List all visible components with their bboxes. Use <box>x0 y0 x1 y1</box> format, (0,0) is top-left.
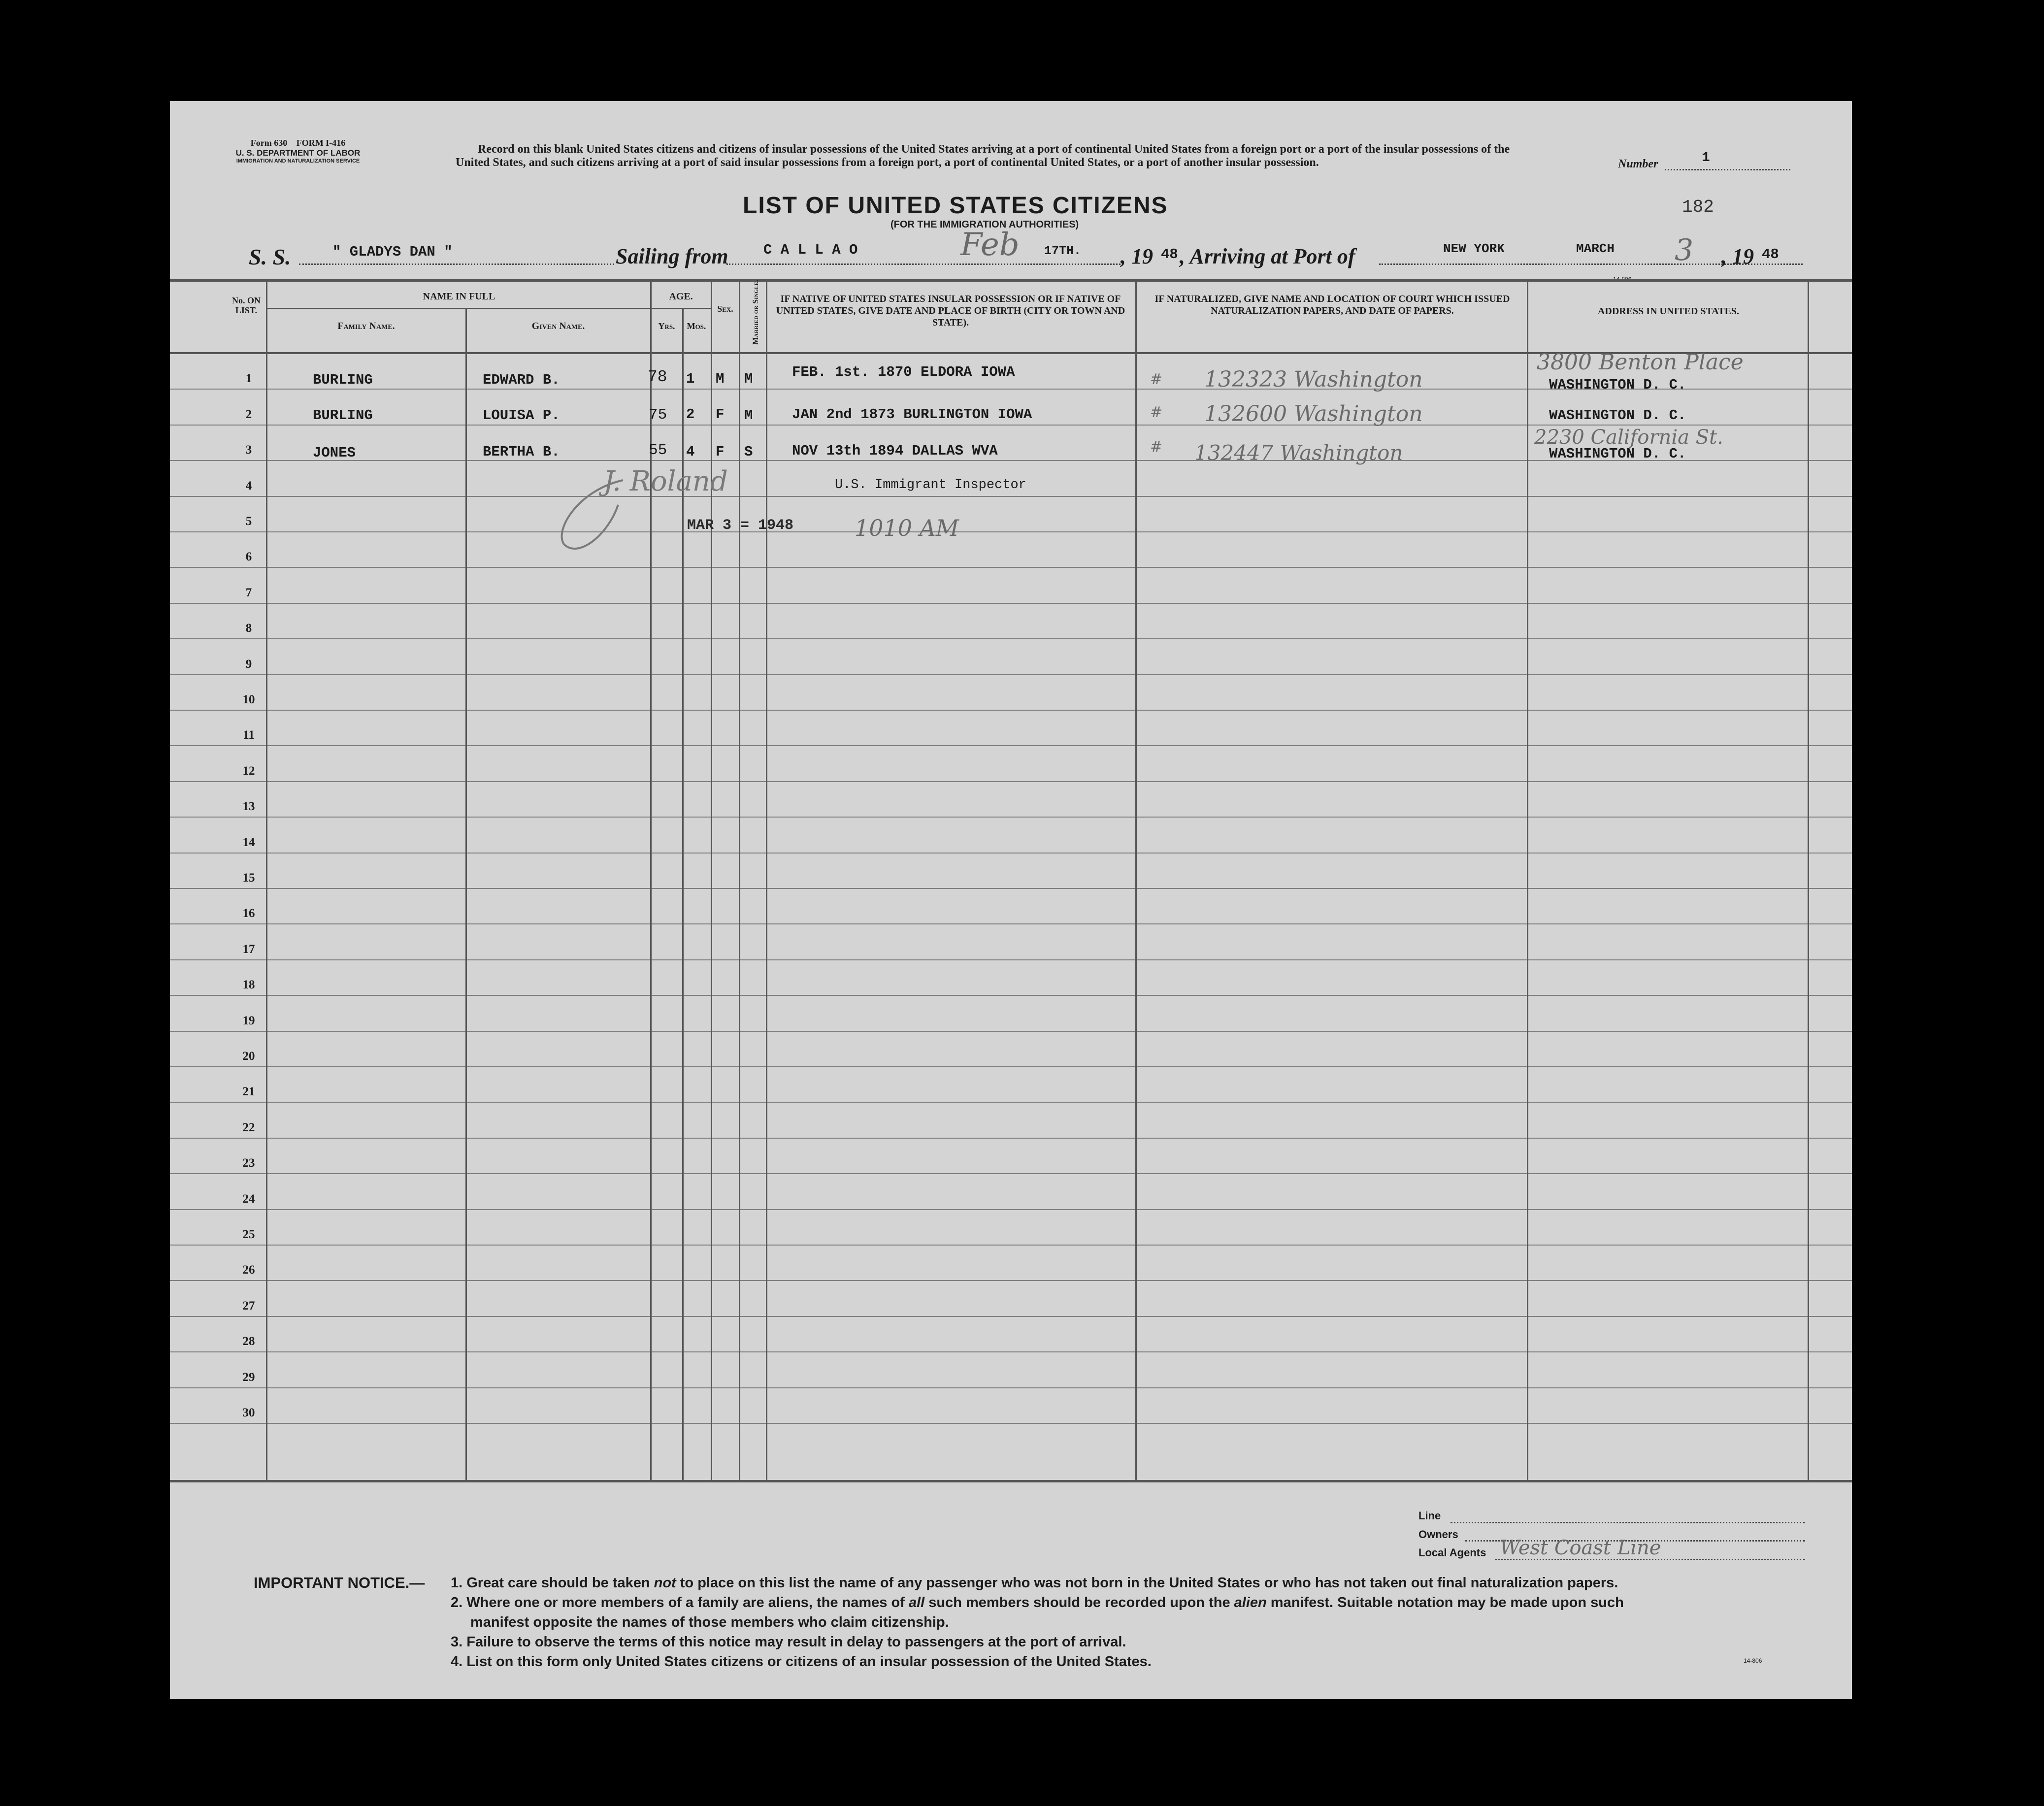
table-bottom-rule <box>170 1480 1852 1482</box>
row-rule <box>170 923 1852 924</box>
notice-title: IMPORTANT NOTICE.— <box>254 1574 425 1591</box>
agents-value: West Coast Line <box>1500 1537 1661 1559</box>
notice-1-text-b: to place on this list the name of any passenger who was not born in the United States or who has not taken out final naturalization papers. <box>676 1575 1618 1591</box>
header-married-single: Married or Single. <box>752 280 760 345</box>
row-number: 19 <box>242 1014 255 1027</box>
address: WASHINGTON D. C. <box>1549 446 1686 462</box>
birth-info: FEB. 1st. 1870 ELDORA IOWA <box>792 364 1015 380</box>
naturalization-mark: # <box>1150 371 1163 388</box>
notice-item-2-continued: manifest opposite the names of those members who claim citizenship. <box>470 1614 949 1630</box>
row-rule <box>170 995 1852 996</box>
form-number: FORM I-416 <box>296 138 346 148</box>
row-number: 17 <box>242 943 255 956</box>
row-rule <box>170 638 1852 639</box>
column-divider <box>711 281 712 1480</box>
row-rule <box>170 1387 1852 1388</box>
row-number: 4 <box>245 479 252 493</box>
port-from: C A L L A O <box>763 242 858 258</box>
form-code-bottom: 14-806 <box>1744 1657 1762 1664</box>
arrival-year-prefix: , 19 <box>1721 244 1754 268</box>
column-divider <box>766 281 767 1480</box>
header-family-name: Family Name. <box>337 321 395 331</box>
naturalization-info: 132323 Washington <box>1204 367 1423 392</box>
marital-status: M <box>744 371 753 387</box>
row-number: 22 <box>242 1121 255 1134</box>
row-rule <box>170 1280 1852 1281</box>
row-rule <box>170 1102 1852 1103</box>
address-handwritten: 3800 Benton Place <box>1537 350 1744 375</box>
ship-line <box>299 263 614 265</box>
ship-name: " GLADYS DAN " <box>332 244 453 260</box>
sailing-year-prefix: , 19 <box>1121 244 1153 268</box>
arrival-month: MARCH <box>1576 241 1615 256</box>
row-rule <box>170 710 1852 711</box>
sailing-month-handwritten: Feb <box>960 227 1020 263</box>
row-number: 18 <box>242 978 255 991</box>
birth-info: NOV 13th 1894 DALLAS WVA <box>792 443 998 459</box>
row-rule <box>170 674 1852 675</box>
notice-item-4: 4. List on this form only United States citizens or citizens of an insular possession of the United States. <box>451 1654 1152 1670</box>
notice-1-emphasis: not <box>654 1575 676 1591</box>
row-rule <box>170 1066 1852 1067</box>
notice-item-1 <box>451 1574 1618 1592</box>
naturalization-mark: # <box>1150 438 1163 456</box>
row-number: 15 <box>242 871 255 885</box>
row-rule <box>170 817 1852 818</box>
arrival-date-stamp: MAR 3 = 1948 <box>687 517 794 534</box>
row-rule <box>170 745 1852 746</box>
header-naturalized: IF NATURALIZED, GIVE NAME AND LOCATION OF COURT WHICH ISSUED NATURALIZATION PAPERS, AND DATE OF PAPERS. <box>1154 294 1510 316</box>
line-field <box>1451 1522 1805 1523</box>
column-divider <box>650 281 652 1480</box>
inspector-stamp: U.S. Immigrant Inspector <box>835 478 1026 493</box>
department-block <box>217 138 379 164</box>
line-label: Line <box>1418 1510 1441 1522</box>
row-number: 27 <box>242 1299 255 1313</box>
form-title: LIST OF UNITED STATES CITIZENS <box>743 193 1168 219</box>
family-name: BURLING <box>313 407 373 424</box>
row-rule <box>170 1351 1852 1352</box>
row-number: 16 <box>242 907 255 920</box>
column-divider <box>1135 281 1137 1480</box>
row-rule <box>170 603 1852 604</box>
family-name: BURLING <box>313 372 373 388</box>
family-name: JONES <box>313 445 356 461</box>
address: WASHINGTON D. C. <box>1549 377 1686 393</box>
manifest-sheet <box>170 101 1852 1699</box>
row-rule <box>170 1173 1852 1174</box>
row-number: 20 <box>242 1050 255 1063</box>
number-label: Number <box>1618 158 1658 170</box>
header-address: ADDRESS IN UNITED STATES. <box>1597 306 1740 317</box>
row-rule <box>170 853 1852 854</box>
age-months: 2 <box>686 406 695 423</box>
row-number: 2 <box>245 408 252 421</box>
sailing-day: 17TH. <box>1044 244 1082 258</box>
age-years: 75 <box>649 406 667 424</box>
row-rule <box>170 1423 1852 1424</box>
column-divider <box>1527 281 1528 1480</box>
page-stamp: 182 <box>1682 197 1714 217</box>
sex: F <box>716 444 725 460</box>
given-name: BERTHA B. <box>483 444 560 460</box>
form-subtitle: (FOR THE IMMIGRATION AUTHORITIES) <box>890 219 1079 230</box>
given-name: EDWARD B. <box>483 372 560 388</box>
row-rule <box>170 1316 1852 1317</box>
header-age: AGE. <box>669 291 693 302</box>
header-sex: Sex. <box>717 304 733 314</box>
marital-status: S <box>744 444 753 460</box>
arrival-time: 1010 AM <box>855 515 959 541</box>
header-no-on-list: No. ON LIST. <box>232 296 261 315</box>
instruction-text: Record on this blank United States citizens and citizens of insular possessions of the United States arriving at a port of continental United States from a foreign port or a port of the insular possessions of the United States, and such citizens arriving at a port of said insular possessions from a foreign port, a port of continental United States, or a port of another insular possession. <box>456 143 1510 169</box>
notice-2-emphasis-all: all <box>908 1595 925 1610</box>
signature-loop <box>549 475 697 554</box>
arrival-day: 3 <box>1675 233 1694 267</box>
sailing-year-suffix: 48 <box>1161 246 1178 263</box>
department-name: U. S. DEPARTMENT OF LABOR <box>235 148 361 158</box>
notice-item-3: 3. Failure to observe the terms of this notice may result in delay to passengers at the port of arrival. <box>451 1634 1126 1650</box>
age-years: 55 <box>649 442 667 459</box>
marital-status: M <box>744 407 753 424</box>
ss-label: S. S. <box>249 244 291 269</box>
header-months: Mos. <box>687 321 706 331</box>
row-rule <box>170 496 1852 497</box>
sex: F <box>716 406 725 423</box>
row-number: 12 <box>242 764 255 778</box>
age-header-divider <box>651 308 711 309</box>
row-rule <box>170 1031 1852 1032</box>
row-number: 3 <box>245 443 252 457</box>
row-number: 10 <box>242 693 255 706</box>
row-number: 24 <box>242 1192 255 1206</box>
column-divider <box>1808 281 1809 1480</box>
notice-2-text-c: manifest. Suitable notation may be made upon such <box>1266 1595 1624 1610</box>
number-line <box>1665 169 1790 170</box>
row-number: 8 <box>245 622 252 635</box>
row-rule <box>170 1245 1852 1246</box>
number-value: 1 <box>1702 150 1710 165</box>
notice-2-emphasis-alien: alien <box>1234 1595 1267 1610</box>
birth-info: JAN 2nd 1873 BURLINGTON IOWA <box>792 406 1032 423</box>
row-rule <box>170 1138 1852 1139</box>
row-number: 14 <box>242 836 255 849</box>
header-years: Yrs. <box>658 321 675 331</box>
row-number: 30 <box>242 1406 255 1419</box>
row-number: 29 <box>242 1371 255 1384</box>
name-header-divider <box>267 308 651 309</box>
address-handwritten: 2230 California St. <box>1534 426 1723 449</box>
owners-label: Owners <box>1418 1528 1458 1541</box>
row-rule <box>170 781 1852 782</box>
row-number: 1 <box>245 372 252 385</box>
header-given-name: Given Name. <box>531 321 585 331</box>
arrival-year-suffix: 48 <box>1762 246 1779 263</box>
row-number: 26 <box>242 1263 255 1277</box>
row-number: 23 <box>242 1156 255 1170</box>
row-rule <box>170 531 1852 532</box>
naturalization-info: 132447 Washington <box>1194 441 1403 465</box>
service-name: IMMIGRATION AND NATURALIZATION SERVICE <box>236 158 360 164</box>
column-divider <box>739 281 740 1480</box>
row-number: 11 <box>243 728 255 742</box>
row-rule <box>170 1209 1852 1210</box>
inspector-signature: J. Roland <box>603 465 728 497</box>
naturalization-info: 132600 Washington <box>1204 401 1423 427</box>
row-number: 7 <box>245 586 252 599</box>
row-rule <box>170 425 1852 426</box>
column-divider <box>465 308 467 1480</box>
port-to: NEW YORK <box>1443 241 1505 256</box>
header-birth: IF NATIVE OF UNITED STATES INSULAR POSSESSION OR IF NATIVE OF UNITED STATES, GIVE DATE AND PLACE OF BIRTH (CITY OR TOWN AND STATE). <box>776 294 1125 328</box>
naturalization-mark: # <box>1150 404 1163 421</box>
age-months: 1 <box>686 371 695 387</box>
agents-label: Local Agents <box>1418 1546 1486 1559</box>
sex: M <box>716 371 725 387</box>
notice-1-text-a: 1. Great care should be taken <box>451 1575 654 1591</box>
header-name-in-full: NAME IN FULL <box>423 291 495 302</box>
row-rule <box>170 959 1852 960</box>
form-number-struck: Form 630 <box>250 138 288 148</box>
age-years: 78 <box>648 368 667 386</box>
given-name: LOUISA P. <box>483 407 560 424</box>
row-number: 5 <box>245 515 252 528</box>
address: WASHINGTON D. C. <box>1549 407 1686 424</box>
row-number: 9 <box>245 657 252 671</box>
notice-2-text-a: 2. Where one or more members of a family are aliens, the names of <box>451 1595 909 1610</box>
notice-2-text-b: such members should be recorded upon the <box>924 1595 1234 1610</box>
row-number: 6 <box>245 550 252 563</box>
age-months: 4 <box>686 444 695 460</box>
sailing-line <box>726 263 1121 265</box>
row-rule <box>170 888 1852 889</box>
row-number: 21 <box>242 1085 255 1098</box>
row-rule <box>170 567 1852 568</box>
notice-item-2 <box>451 1593 1624 1612</box>
table-top-rule <box>170 279 1852 282</box>
arriving-label: , Arriving at Port of <box>1180 244 1355 268</box>
row-number: 25 <box>242 1228 255 1241</box>
sailing-label: Sailing from <box>616 244 728 268</box>
row-number: 13 <box>242 800 255 813</box>
row-number: 28 <box>242 1335 255 1348</box>
